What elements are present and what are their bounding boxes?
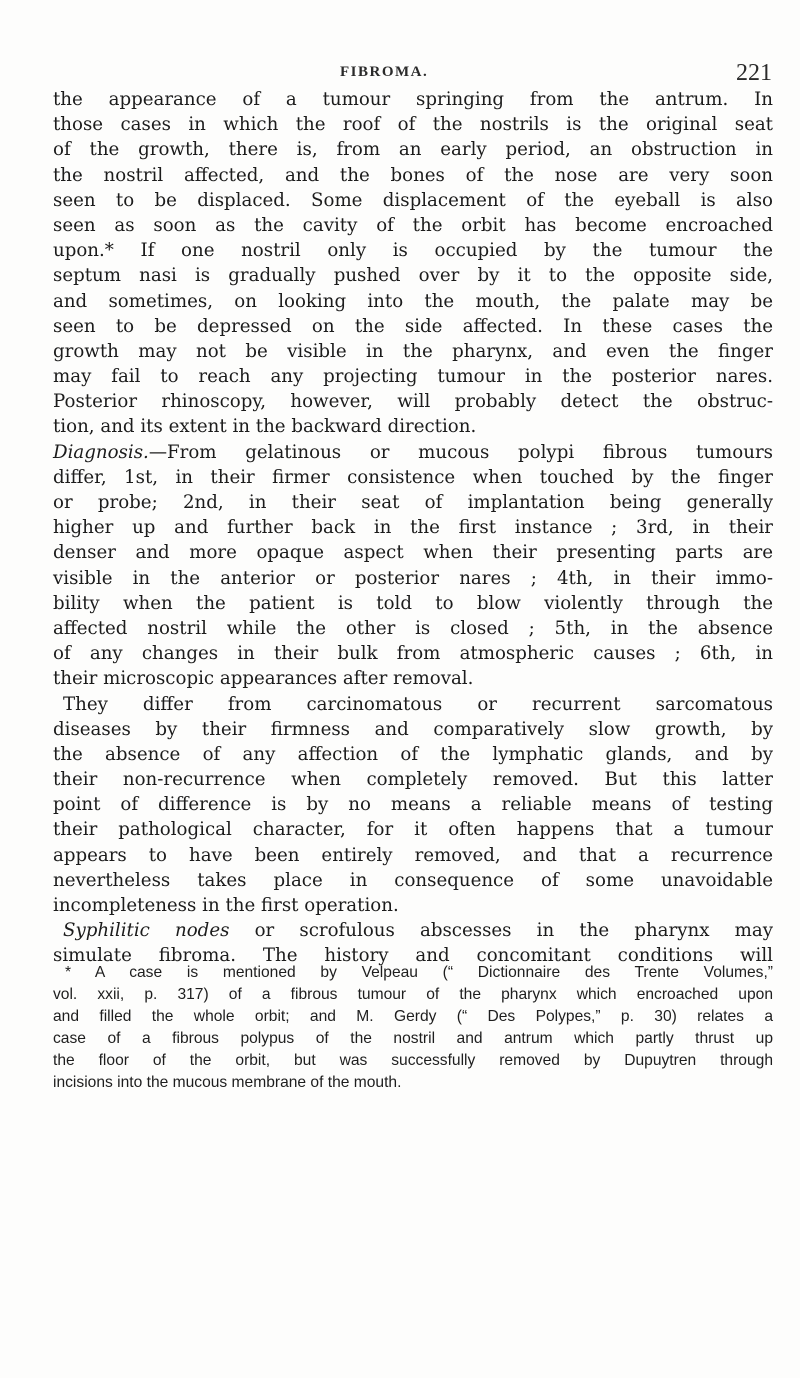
- text-line: seen to be displaced. Some displacement of the eyeball is also: [53, 189, 773, 211]
- footnote-line: incisions into the mucous membrane of the mouth.: [53, 1074, 402, 1091]
- text-line: They differ from carcinomatous or recurrent sarcomatous: [63, 693, 773, 715]
- text-line: differ, 1st, in their firmer consistence when touched by the finger: [53, 466, 773, 488]
- text-line: diseases by their firmness and comparatively slow growth, by: [53, 718, 773, 740]
- text-line: and sometimes, on looking into the mouth, the palate may be: [53, 290, 773, 312]
- text-line: nevertheless takes place in consequence of some unavoidable: [53, 869, 773, 891]
- text-line: denser and more opaque aspect when their presenting parts are: [53, 542, 773, 564]
- text-line: affected nostril while the other is closed ; 5th, in the absence: [53, 617, 773, 639]
- text-line: the nostril affected, and the bones of the nose are very soon: [53, 164, 773, 186]
- text-line: Posterior rhinoscopy, however, will probably detect the obstruc-: [53, 391, 773, 413]
- text-line: or probe; 2nd, in their seat of implantation being generally: [53, 492, 773, 513]
- text-line: higher up and further back in the first instance ; 3rd, in their: [53, 517, 773, 539]
- text-line: point of difference is by no means a reliable means of testing: [53, 794, 773, 816]
- footnote-line: * A case is mentioned by Velpeau (“ Dictionnaire des Trente Volumes,”: [65, 964, 773, 981]
- body-text: [53, 87, 773, 969]
- running-title: FIBROMA.: [340, 64, 429, 80]
- diagnosis-paragraph-start: [53, 440, 773, 465]
- diagnosis-first-text: —From gelatinous or mucous polypi fibrous tumours: [148, 441, 773, 463]
- text-line: their microscopic appearances after removal.: [53, 668, 474, 690]
- syphilitic-heading: Syphilitic nodes: [63, 920, 230, 942]
- footnote-line: vol. xxii, p. 317) of a fibrous tumour of the pharynx which encroached upon: [53, 986, 773, 1003]
- footnote-line: and filled the whole orbit; and M. Gerdy (“ Des Polypes,” p. 30) relates a: [53, 1008, 773, 1025]
- footnote: [53, 962, 773, 1094]
- text-line: those cases in which the roof of the nostrils is the original seat: [53, 114, 773, 136]
- text-line: their pathological character, for it often happens that a tumour: [53, 819, 773, 841]
- syphilitic-first-text: or scrofulous abscesses in the pharynx may: [229, 920, 773, 942]
- text-line: upon.* If one nostril only is occupied by the tumour the: [53, 240, 773, 262]
- text-line: may fail to reach any projecting tumour in the posterior nares.: [53, 366, 773, 388]
- diagnosis-heading: Diagnosis.: [53, 441, 149, 463]
- footnote-line: case of a fibrous polypus of the nostril and antrum which partly thrust up: [53, 1030, 773, 1047]
- text-line: of the growth, there is, from an early period, an obstruction in: [53, 139, 773, 161]
- text-line: their non-recurrence when completely removed. But this latter: [53, 769, 773, 791]
- footnote-line: the floor of the orbit, but was successfully removed by Dupuytren through: [53, 1052, 773, 1069]
- page-number: 221: [736, 60, 772, 86]
- text-line: seen to be depressed on the side affected. In these cases the: [53, 315, 773, 337]
- text-line: appears to have been entirely removed, and that a recurrence: [53, 844, 773, 866]
- text-line: the appearance of a tumour springing from the antrum. In: [53, 89, 773, 110]
- text-line: bility when the patient is told to blow violently through the: [53, 592, 773, 614]
- text-line: of any changes in their bulk from atmospheric causes ; 6th, in: [53, 643, 773, 665]
- text-line: septum nasi is gradually pushed over by it to the opposite side,: [53, 265, 773, 287]
- running-head: [0, 60, 800, 90]
- syphilitic-paragraph-start: [53, 918, 773, 943]
- text-line: simulate fibroma. The history and concomitant conditions will: [53, 945, 773, 967]
- text-line: tion, and its extent in the backward direction.: [53, 416, 477, 438]
- text-line: growth may not be visible in the pharynx, and even the finger: [53, 340, 773, 362]
- text-line: seen as soon as the cavity of the orbit has become encroached: [53, 214, 773, 236]
- text-line: incompleteness in the first operation.: [53, 895, 399, 916]
- text-line: the absence of any affection of the lymphatic glands, and by: [53, 743, 773, 765]
- text-line: visible in the anterior or posterior nares ; 4th, in their immo-: [53, 567, 773, 589]
